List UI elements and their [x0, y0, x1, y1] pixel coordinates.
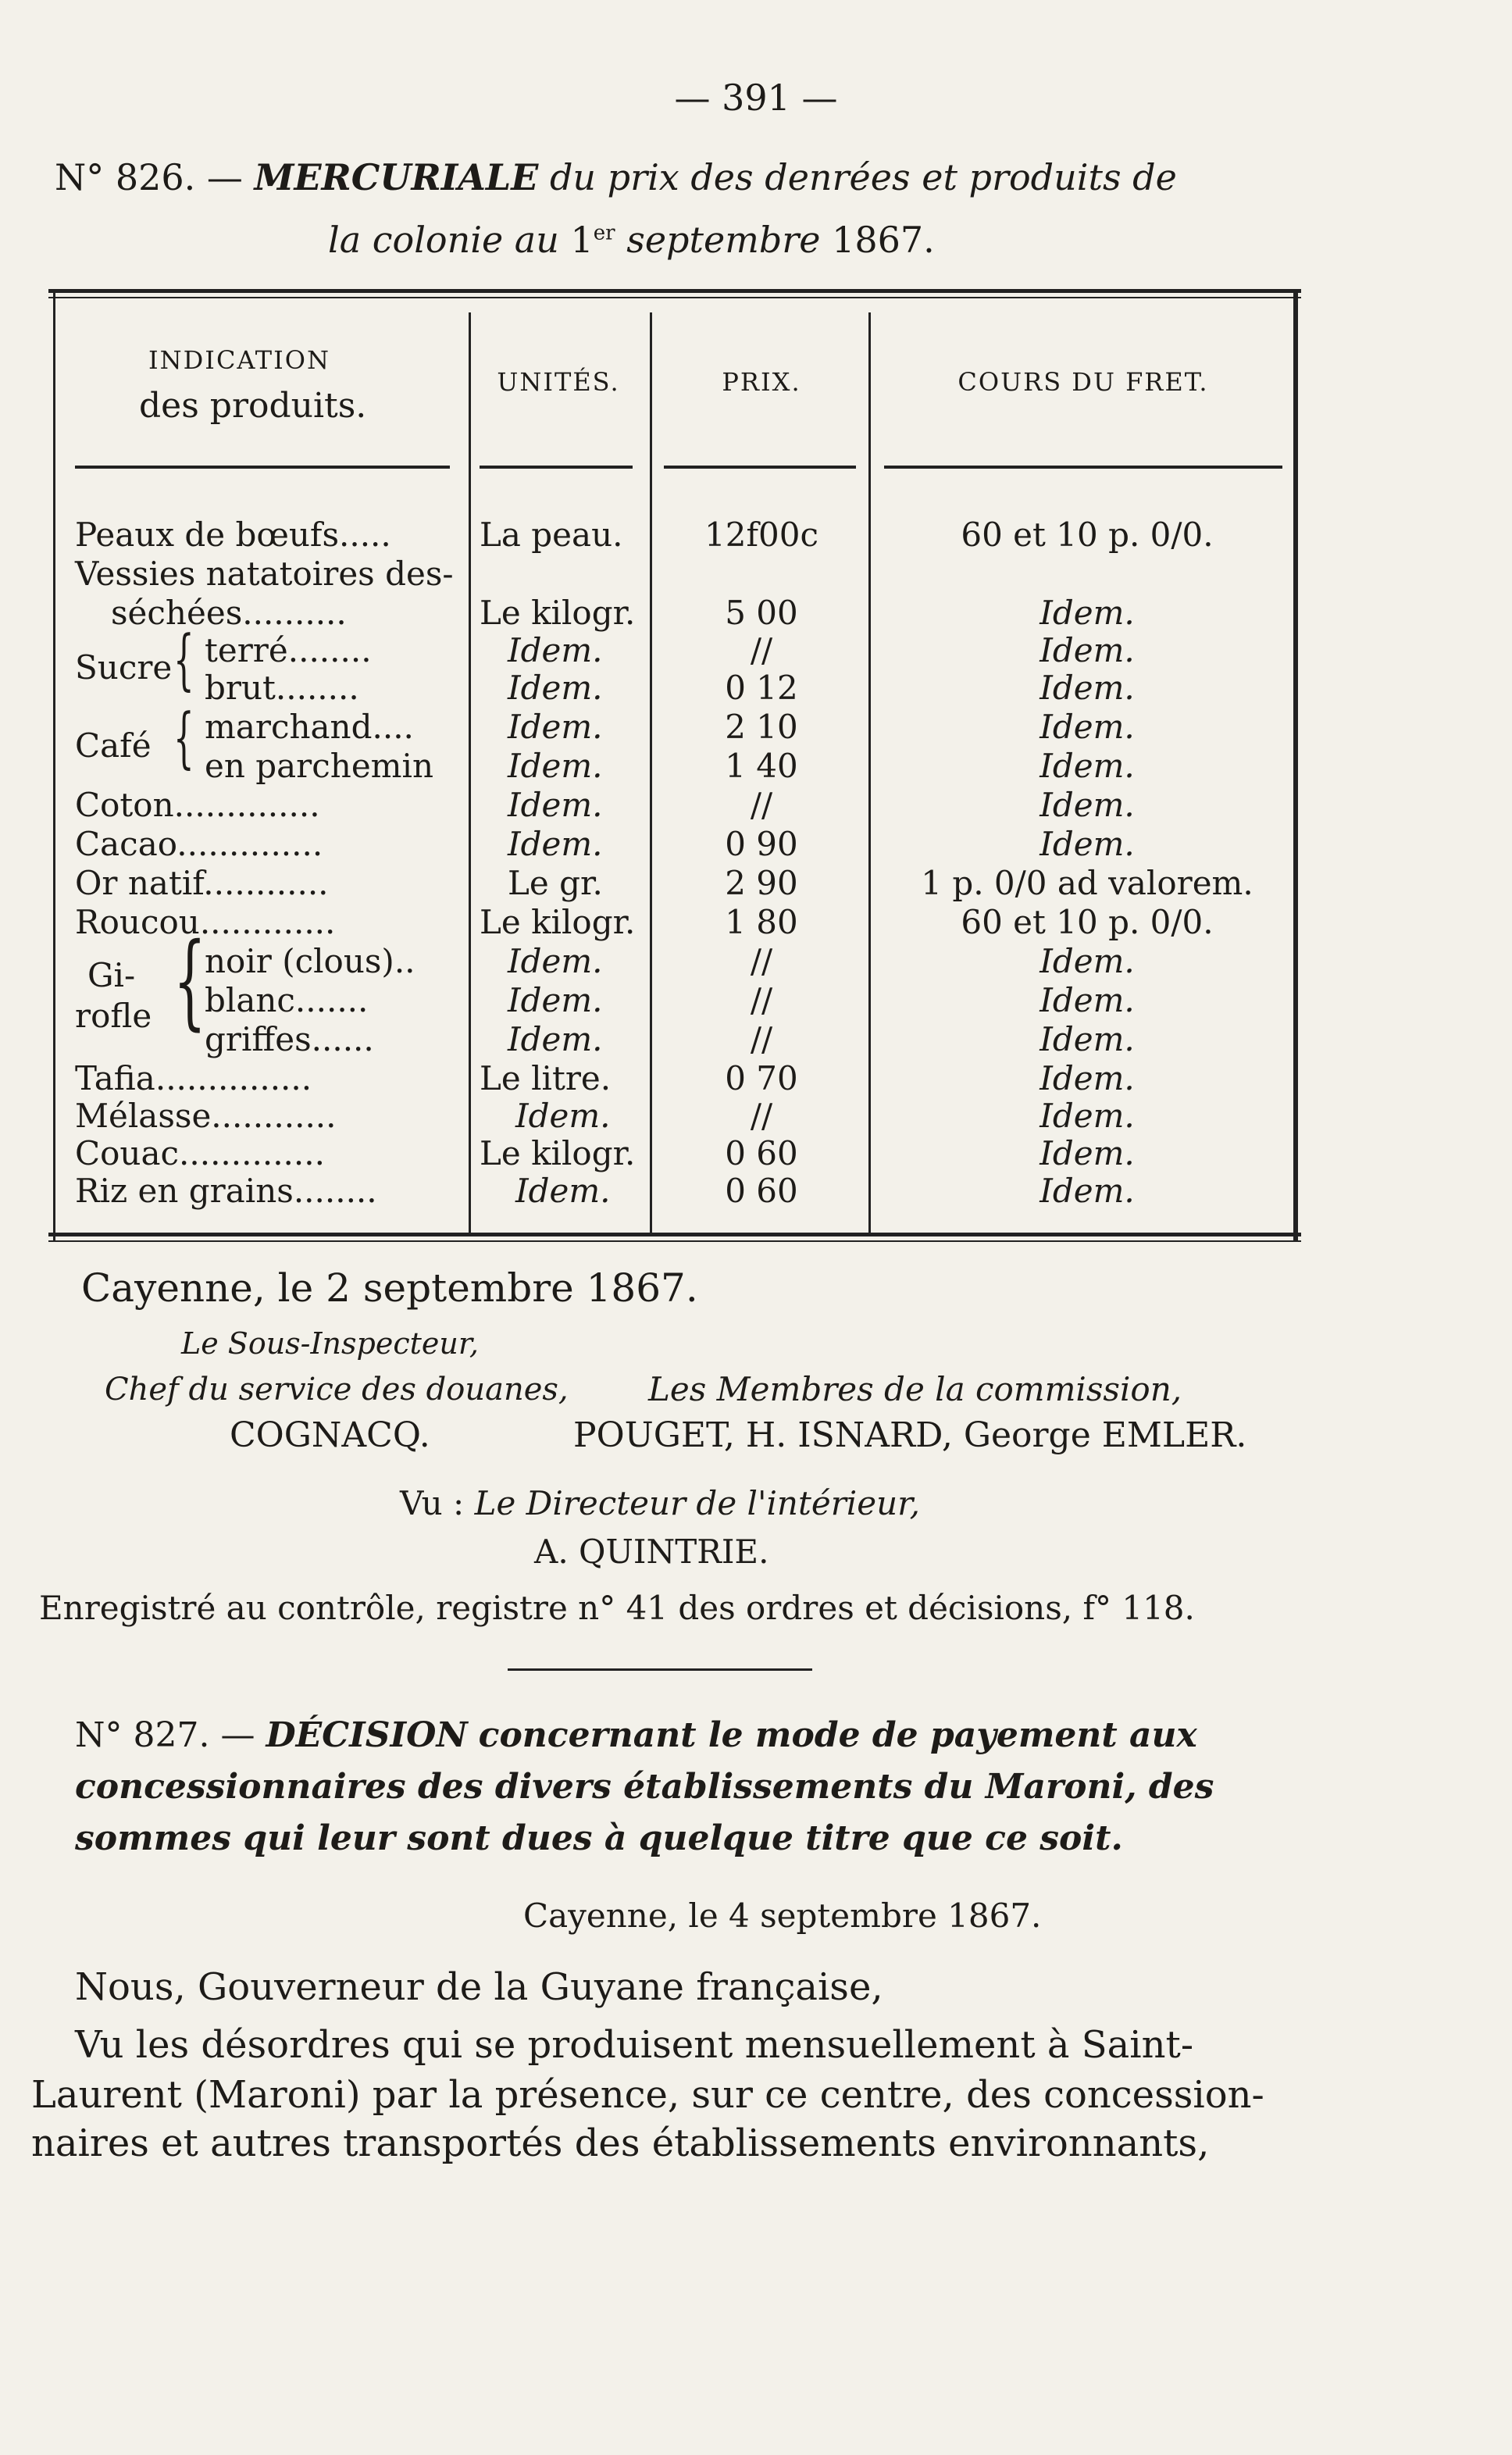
- row-product: marchand....: [205, 708, 414, 746]
- row-price: //: [750, 1097, 773, 1135]
- item-826-title-rest: du prix des denrées et produits de: [549, 156, 1177, 198]
- row-product: Couac..............: [75, 1134, 325, 1172]
- group-label-girofle-2: rofle: [75, 997, 152, 1035]
- row-product: blanc.......: [205, 981, 369, 1019]
- col-sep-1: [469, 312, 471, 1234]
- row-product: Riz en grains........: [75, 1172, 377, 1210]
- row-product: noir (clous)..: [205, 942, 415, 980]
- row-fret: Idem.: [1040, 1134, 1135, 1172]
- row-unit: Idem.: [508, 708, 603, 746]
- row-unit: Idem.: [508, 825, 603, 863]
- row-price: 0 70: [725, 1059, 798, 1097]
- header-underline-2: [480, 466, 633, 469]
- item-826-title-line2: la colonie au 1er septembre 1867.: [328, 219, 935, 261]
- row-unit: Idem.: [508, 942, 603, 980]
- row-fret: 60 et 10 p. 0/0.: [961, 903, 1214, 941]
- row-product: Cacao..............: [75, 825, 323, 863]
- row-fret: Idem.: [1040, 1172, 1135, 1210]
- table-bottom-rule-thin: [48, 1240, 1301, 1242]
- row-product: Mélasse............: [75, 1097, 337, 1135]
- group-label-girofle-1: Gi-: [87, 956, 136, 994]
- place-date-826: Cayenne, le 2 septembre 1867.: [81, 1265, 698, 1311]
- row-fret: Idem.: [1040, 708, 1135, 746]
- signature-quintrie: A. QUINTRIE.: [534, 1533, 769, 1571]
- item-826-number: N° 826.: [55, 156, 196, 198]
- row-fret: Idem.: [1040, 786, 1135, 824]
- group-label-cafe: Café: [75, 726, 152, 765]
- row-fret: Idem.: [1040, 981, 1135, 1019]
- signature-cognacq: COGNACQ.: [230, 1415, 430, 1455]
- row-unit: Idem.: [508, 669, 603, 707]
- row-unit: Idem.: [508, 981, 603, 1019]
- row-unit: Le kilogr.: [480, 903, 636, 941]
- row-product: Coton..............: [75, 786, 320, 824]
- brace-sucre: {: [173, 621, 194, 698]
- row-unit: Idem.: [508, 747, 603, 785]
- row-fret: 60 et 10 p. 0/0.: [961, 516, 1214, 554]
- row-unit: Idem.: [515, 1097, 611, 1135]
- row-product: Or natif............: [75, 864, 329, 902]
- row-unit: Le kilogr.: [480, 1134, 636, 1172]
- row-fret: Idem.: [1040, 631, 1135, 669]
- item-827-line1: N° 827. — DÉCISION concernant le mode de payement aux: [75, 1715, 1197, 1755]
- row-price: //: [750, 631, 773, 669]
- row-fret: Idem.: [1040, 1097, 1135, 1135]
- table-left-rule: [53, 291, 55, 1242]
- section-separator: [508, 1668, 812, 1671]
- para-vu-line3: naires et autres transportés des établissements environnants,: [31, 2121, 1210, 2165]
- row-price: //: [750, 1020, 773, 1058]
- chef-service: Chef du service des douanes,: [105, 1372, 569, 1408]
- header-prix: PRIX.: [722, 367, 801, 397]
- row-product: Peaux de bœufs.....: [75, 516, 391, 554]
- row-fret: Idem.: [1040, 594, 1135, 632]
- table-right-rule: [1293, 291, 1298, 1242]
- item-826-dash: —: [206, 156, 243, 198]
- row-product: brut........: [205, 669, 359, 707]
- vu-line: Vu : Le Directeur de l'intérieur,: [400, 1484, 920, 1522]
- sous-inspecteur: Le Sous-Inspecteur,: [181, 1326, 479, 1361]
- para-gouverneur: Nous, Gouverneur de la Guyane française,: [75, 1965, 883, 2009]
- para-vu-line1: Vu les désordres qui se produisent mensuellement à Saint-: [75, 2023, 1194, 2067]
- signature-members: POUGET, H. ISNARD, George EMLER.: [573, 1415, 1247, 1455]
- item-826-title-bold: MERCURIALE: [254, 156, 539, 198]
- row-unit: Le kilogr.: [480, 594, 636, 632]
- row-fret: Idem.: [1040, 1059, 1135, 1097]
- membres-commission: Les Membres de la commission,: [648, 1370, 1182, 1408]
- row-price: 0 60: [725, 1172, 798, 1210]
- row-price: 5 00: [725, 594, 798, 632]
- header-indication: INDICATION: [148, 345, 330, 375]
- item-827-line3: sommes qui leur sont dues à quelque titre que ce soit.: [75, 1818, 1123, 1858]
- row-price: 1 40: [725, 747, 798, 785]
- header-underline-4: [884, 466, 1282, 469]
- row-price: 12f00c: [704, 516, 818, 554]
- brace-cafe: {: [173, 699, 194, 776]
- row-price: //: [750, 942, 773, 980]
- group-label-sucre: Sucre: [75, 648, 173, 687]
- table-bottom-rule: [48, 1233, 1301, 1236]
- row-product: en parchemin: [205, 747, 433, 785]
- item-827-line2: concessionnaires des divers établissements du Maroni, des: [75, 1767, 1214, 1807]
- row-fret: 1 p. 0/0 ad valorem.: [921, 864, 1253, 902]
- row-fret: Idem.: [1040, 1020, 1135, 1058]
- row-product: terré........: [205, 631, 372, 669]
- row-fret: Idem.: [1040, 942, 1135, 980]
- table-top-rule-thin: [48, 297, 1301, 298]
- table-top-rule: [48, 289, 1301, 293]
- row-product: séchées..........: [111, 594, 347, 632]
- row-unit: Le gr.: [508, 864, 603, 902]
- row-price: 0 12: [725, 669, 798, 707]
- row-unit: Idem.: [508, 786, 603, 824]
- header-unites: UNITÉS.: [497, 367, 620, 397]
- row-product: Roucou.............: [75, 903, 336, 941]
- enregistre-line: Enregistré au contrôle, registre n° 41 des ordres et décisions, f° 118.: [39, 1589, 1195, 1627]
- row-price: 0 90: [725, 825, 798, 863]
- brace-girofle: {: [173, 921, 206, 1041]
- para-vu-line2: Laurent (Maroni) par la présence, sur ce centre, des concession-: [31, 2073, 1264, 2117]
- row-fret: Idem.: [1040, 825, 1135, 863]
- row-unit: La peau.: [480, 516, 623, 554]
- row-price: 2 90: [725, 864, 798, 902]
- row-unit: Idem.: [508, 631, 603, 669]
- col-sep-2: [650, 312, 652, 1234]
- col-sep-3: [868, 312, 871, 1234]
- row-unit: Le litre.: [480, 1059, 612, 1097]
- row-product: griffes......: [205, 1020, 374, 1058]
- header-cours: COURS DU FRET.: [957, 367, 1209, 397]
- row-price: 2 10: [725, 708, 798, 746]
- row-price: //: [750, 981, 773, 1019]
- item-826-title: [55, 156, 1177, 198]
- row-product: Vessies natatoires des-: [75, 555, 454, 593]
- row-unit: Idem.: [515, 1172, 611, 1210]
- place-date-827: Cayenne, le 4 septembre 1867.: [523, 1897, 1042, 1935]
- row-product: Tafia...............: [75, 1059, 312, 1097]
- row-unit: Idem.: [508, 1020, 603, 1058]
- row-price: //: [750, 786, 773, 824]
- row-price: 0 60: [725, 1134, 798, 1172]
- header-underline-3: [664, 466, 856, 469]
- page-number: — 391 —: [674, 77, 838, 119]
- row-price: 1 80: [725, 903, 798, 941]
- header-indication-sub: des produits.: [139, 386, 367, 426]
- row-fret: Idem.: [1040, 747, 1135, 785]
- header-underline-1: [75, 466, 450, 469]
- row-fret: Idem.: [1040, 669, 1135, 707]
